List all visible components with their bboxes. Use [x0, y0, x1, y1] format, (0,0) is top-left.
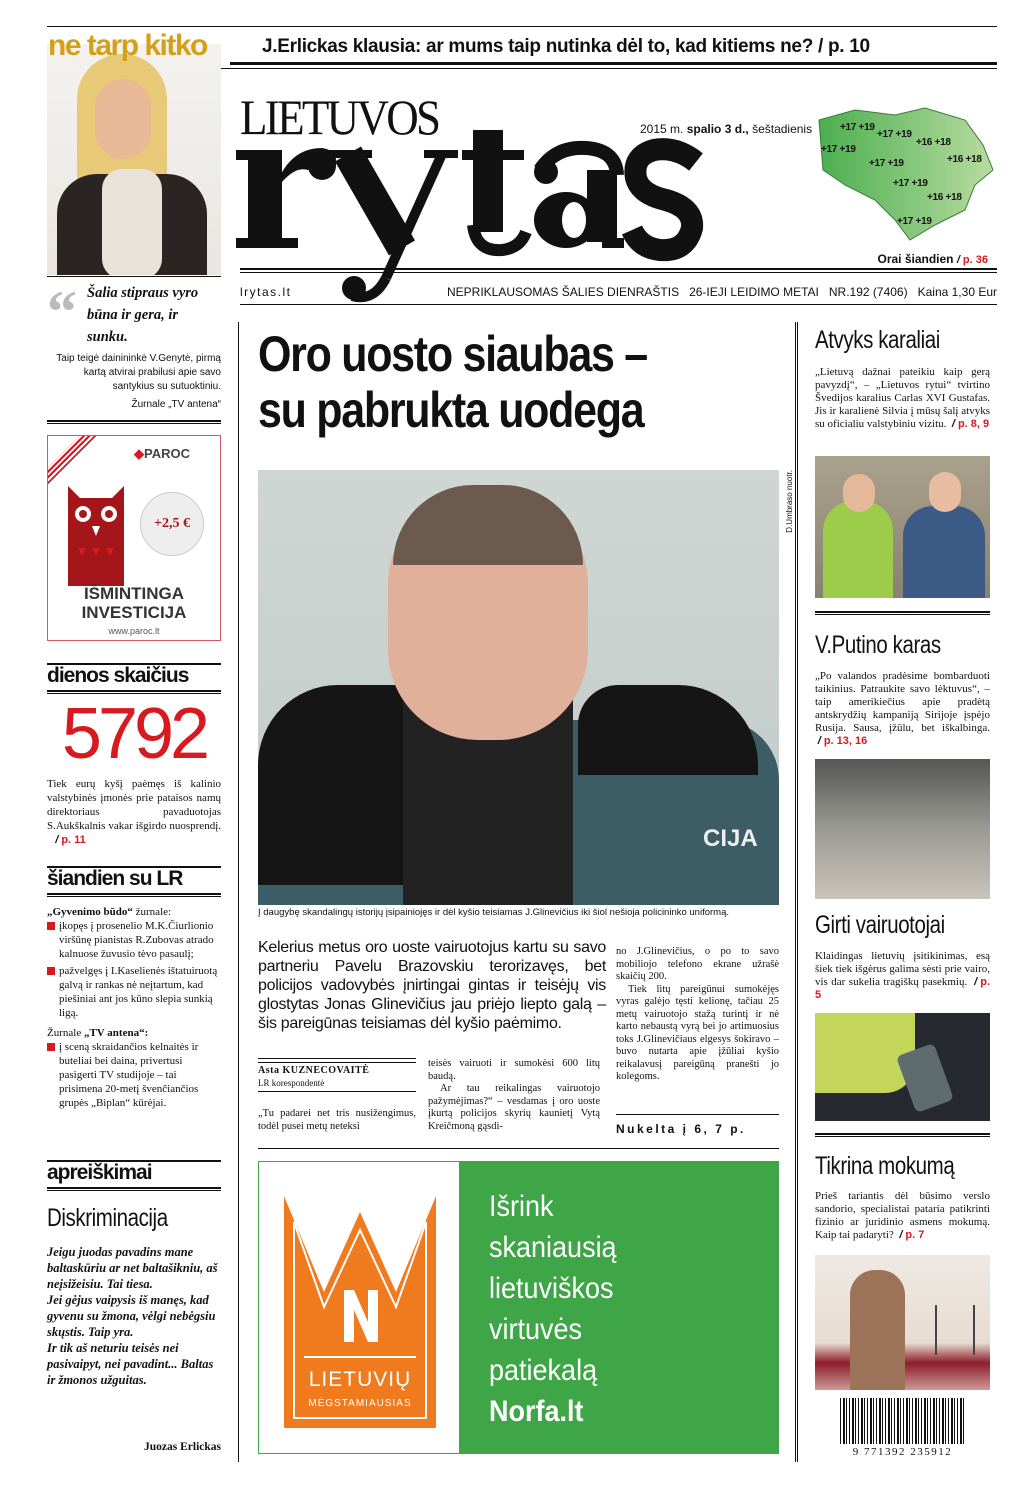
- date-year: 2015 m.: [640, 122, 684, 136]
- page-ref[interactable]: p. 5: [815, 976, 990, 1001]
- weather-link[interactable]: Orai šiandien / p. 36: [877, 252, 988, 266]
- barcode: [840, 1398, 965, 1444]
- weather-temp: +16 +18: [916, 137, 951, 148]
- photo-caption: Į daugybę skandalingų istorijų įsipainiojęs ir dėl kyšio teisiamas J.Glinevičius iki šiol nešioja policininko uniformą.: [258, 907, 730, 918]
- teaser-title-girti-vairuotojai[interactable]: Girti vairuotojai: [815, 911, 945, 939]
- byline-author: Asta KUZNECOVAITĖ: [258, 1065, 370, 1076]
- divider: [258, 1148, 779, 1149]
- breathalyzer-photo: [815, 1013, 990, 1121]
- teaser-text: Prieš tariantis dėl būsimo verslo sandorio, specialistai pataria patikrinti fizinio ar juridinio asmens mokumą. Kaip tai padaryti? / p. 7: [815, 1190, 990, 1241]
- story-column-2: teisės vairuoti ir sumokėsi 600 litų baudą. Ar tau reikalingas vairuotojo pažymėjimas?“ – vesdamas į oro uoste įkurtą policijos skyrių kaunietį Vytą Kreičmoną gąsdi-: [428, 1058, 600, 1132]
- weather-temp: +17 +19: [877, 129, 912, 140]
- teaser-title-tikrina-mokuma[interactable]: Tikrina mokumą: [815, 1152, 955, 1180]
- number-of-day-text: Tiek eurų kyšį paėmęs iš kalinio valstybinės įmonės prie pataisos namų direktoriaus pavaduotojas S.Aukškalnis vakar išgirdo nuosprendį. / p. 11: [47, 778, 221, 846]
- teaser-text: „Po valandos pradėsime bombarduoti taikinius. Patraukite savo lėktuvus“, – taip amerikiečius apie pradėtą antskrydžių kampaniją Sirijoje įspėjo Rusija. Sausa, įžūlu, bet iškalbinga. / p. 13, 16: [815, 670, 990, 747]
- paroc-logo: ◆PAROC: [134, 446, 190, 461]
- column-rule-right: [795, 322, 798, 1462]
- masthead-info-line: [240, 285, 997, 299]
- weather-temp: +17 +19: [869, 158, 904, 169]
- byline-role: LR korespondentė: [258, 1078, 325, 1088]
- crown-logo-icon: [284, 1192, 436, 1432]
- masthead-rule: [240, 268, 997, 273]
- divider: [47, 1187, 221, 1191]
- divider: [815, 1133, 990, 1137]
- royals-photo: [815, 456, 990, 598]
- banner-rule: [230, 62, 997, 65]
- revelations-title: Diskriminacija: [47, 1204, 168, 1232]
- top-headline-link[interactable]: J.Erlickas klausia: ar mums taip nutinka dėl to, kad kitiems ne? / p. 10: [262, 36, 870, 57]
- owl-icon: [68, 486, 124, 586]
- issue-date: [640, 122, 812, 136]
- syria-photo: [815, 759, 990, 899]
- norfa-megstamiausias: MĖGSTAMIAUSIAS: [308, 1398, 412, 1409]
- website-link[interactable]: lrytas.lt: [240, 285, 292, 299]
- weather-temp: +16 +18: [927, 192, 962, 203]
- norfa-slogan-panel: Išrink skaniausią lietuviškos virtuvės patiekalą Norfa.lt: [459, 1162, 778, 1453]
- section-siandien-su-lr: šiandien su LR: [47, 867, 183, 890]
- weather-label: Orai šiandien: [877, 252, 954, 266]
- list-item: įkopęs į prosenelio M.K.Čiurlionio viršūnę pianistas R.Zubovas atrado kalnuose žuvusio tėvo pasaulį;: [47, 919, 221, 961]
- weather-page: p. 36: [962, 254, 988, 266]
- divider: [258, 1091, 416, 1092]
- stripes-decoration: [47, 435, 101, 489]
- today-lr-box: „Gyvenimo būdo“ žurnale: įkopęs į prosenelio M.K.Čiurlionio viršūnę pianistas R.Zubovas atrado kalnuose žuvusio tėvo pasaulį; pažvelgęs į I.Kaselienės ištatuiruotą galvą ir rankas nė neįtartum, kad piešiniai ant jos kūno slepia sunkią ligą. Žurnale „TV antena“: į sceną skraidančios kelnaitės ir buteliai bei daina, privertusi pasigerti TV studijoje – tai prisimena 20-metį švenčiančios grupės „Biplan“ kūrėjai.: [47, 905, 221, 1113]
- quote-source: Žurnale „TV antena“: [131, 399, 221, 410]
- teaser-text: Klaidingas lietuvių įsitikinimas, esą šiek tiek išgėrus galima sėsti prie vairo, vis dar sukelia tragiškų pasekmių. / p. 5: [815, 950, 990, 1001]
- weather-temp: +16 +18: [947, 154, 982, 165]
- norfa-brand: Norfa.lt: [489, 1395, 584, 1428]
- teaser-text: „Lietuvą dažnai pateikiu kaip gerą pavyzdį“, – „Lietuvos rytui“ tvirtino Švedijos karalius Carlas XVI Gustafas. Jis ir karalienė Silvia į mūsų šalį atvyks su oficialiu valstybiniu vizitu. / p. 8, 9: [815, 366, 990, 430]
- paroc-url[interactable]: www.paroc.lt: [108, 626, 160, 636]
- story-column-3: no J.Glinevičius, o po to savo mobiliojo telefono ekrane užrašė skaičių 200. Tiek litų pareigūnui sumokėjęs vyras galėjo tęsti kelionę, tačiau 25 metų vairuotojo stažą turintį ir nė karto nebaustą vyrą bei jo artimuosius toks J.Glinevičiaus elgesys šokiravo – buvo nutarta apie įžūliai kyšio reikalavusį pareigūną pranešti jo kolegoms.: [616, 946, 779, 1082]
- divider: [616, 1114, 779, 1115]
- quote-text: Šalia stipraus vyro būna ir gera, ir sunku.: [87, 285, 199, 345]
- page-ref[interactable]: p. 13, 16: [823, 735, 868, 747]
- price: Kaina 1,30 Eur: [917, 285, 997, 299]
- norfa-logo-panel: [259, 1162, 459, 1453]
- revelations-author: Juozas Erlickas: [144, 1441, 221, 1453]
- story-lead: Kelerius metus oro uoste vairuotojus kartu su savo partneriu Pavelu Brazovskiu terorizavęs, bet policijos vadovybės įnirtingai gintas ir teisėjų vis glostytas Jonas Glinevičius jau priėjo liepto galą – šis pareigūnas teisiamas dėl kyšio paėmimo.: [258, 939, 606, 1032]
- paroc-slogan: IŠMINTINGA INVESTICIJA: [81, 584, 187, 622]
- divider: [47, 420, 221, 424]
- list-item: pažvelgęs į I.Kaselienės ištatuiruotą galvą ir rankas nė neįtartum, kad piešiniai ant jos kūno slepia sunkią ligą.: [47, 964, 221, 1020]
- masthead-lietuvos: LIETUVOS: [240, 89, 439, 145]
- divider: [240, 304, 997, 305]
- norfa-ad[interactable]: [258, 1161, 779, 1454]
- page-ref[interactable]: p. 8, 9: [957, 418, 990, 430]
- weather-temp: +17 +19: [897, 216, 932, 227]
- story-column-1: „Tu padarei net tris nusižengimus, todėl pusei metų neteksi: [258, 1108, 416, 1132]
- section-apreiskimai: apreiškimai: [47, 1161, 152, 1184]
- paroc-ad[interactable]: [47, 435, 221, 641]
- photo-credit: D.Umbraso nuotr.: [785, 470, 794, 533]
- main-photo-glinevicius: [258, 470, 779, 905]
- page-ref[interactable]: p. 7: [905, 1229, 925, 1241]
- section-dienos-skaicius: dienos skaičius: [47, 664, 189, 687]
- divider: [258, 1058, 416, 1059]
- date-weekday: šeštadienis: [752, 122, 813, 136]
- quote-desc: Taip teigė dainininkė V.Genytė, pirmą kartą atvirai prabilusi apie savo santykius su sutuoktiniu.: [56, 353, 221, 392]
- barcode-number: 9 771392 235912: [835, 1446, 970, 1459]
- singer-photo: [47, 44, 221, 275]
- divider: [47, 893, 221, 897]
- teaser-title-atvyks-karaliai[interactable]: Atvyks karaliai: [815, 326, 940, 354]
- top-rule: [47, 26, 997, 27]
- uniform-badge: CIJA: [703, 825, 758, 852]
- weather-temp: +17 +19: [821, 144, 856, 155]
- tagline: NEPRIKLAUSOMAS ŠALIES DIENRAŠTIS: [447, 285, 680, 299]
- edition-year: 26-IEJI LEIDIMO METAI: [689, 285, 819, 299]
- page-ref[interactable]: p. 11: [61, 834, 86, 846]
- masthead-rytas-logo: [236, 120, 706, 305]
- main-headline[interactable]: Oro uosto siaubas – su pabrukta uodega: [258, 326, 647, 438]
- justice-statue-photo: [815, 1255, 990, 1390]
- issue-number: NR.192 (7406): [828, 285, 908, 299]
- divider: [47, 276, 221, 277]
- paroc-bubble: +2,5 €: [140, 492, 204, 556]
- kicker-ne-tarp-kitko: ne tarp kitko: [48, 29, 207, 62]
- divider: [815, 611, 990, 615]
- weather-temp: +17 +19: [840, 122, 875, 133]
- divider: [258, 1062, 416, 1063]
- continued-link[interactable]: Nukelta į 6, 7 p.: [616, 1122, 746, 1136]
- date-day: spalio 3 d.,: [686, 122, 749, 136]
- number-of-day: 5792: [61, 694, 207, 774]
- teaser-title-putino-karas[interactable]: V.Putino karas: [815, 631, 941, 659]
- weather-temp: +17 +19: [893, 178, 928, 189]
- norfa-lietuviu: LIETUVIŲ: [308, 1368, 412, 1391]
- quote-mark-icon: “: [47, 282, 77, 345]
- column-rule-left: [238, 322, 239, 1462]
- weather-map: [815, 100, 995, 245]
- quote-box: [47, 282, 221, 411]
- revelations-text: Jeigu juodas pavadins mane baltaskūriu ar net baltašikniu, aš neįsižeisiu. Tai tiesa. Jei gėjus vaipysis iš manęs, kad gyvenu su žmona, vėlgi nebėgsiu skųstis. Taip yra. Ir tik aš neturiu teisės nei pasivaipyt, nei pavadint... Baltas ir žmonos užguitas.: [47, 1245, 218, 1387]
- list-item: į sceną skraidančios kelnaitės ir buteliai bei daina, privertusi pasigerti TV studijoje – tai prisimena 20-metį švenčiančios grupės „Biplan“ kūrėjai.: [47, 1040, 221, 1110]
